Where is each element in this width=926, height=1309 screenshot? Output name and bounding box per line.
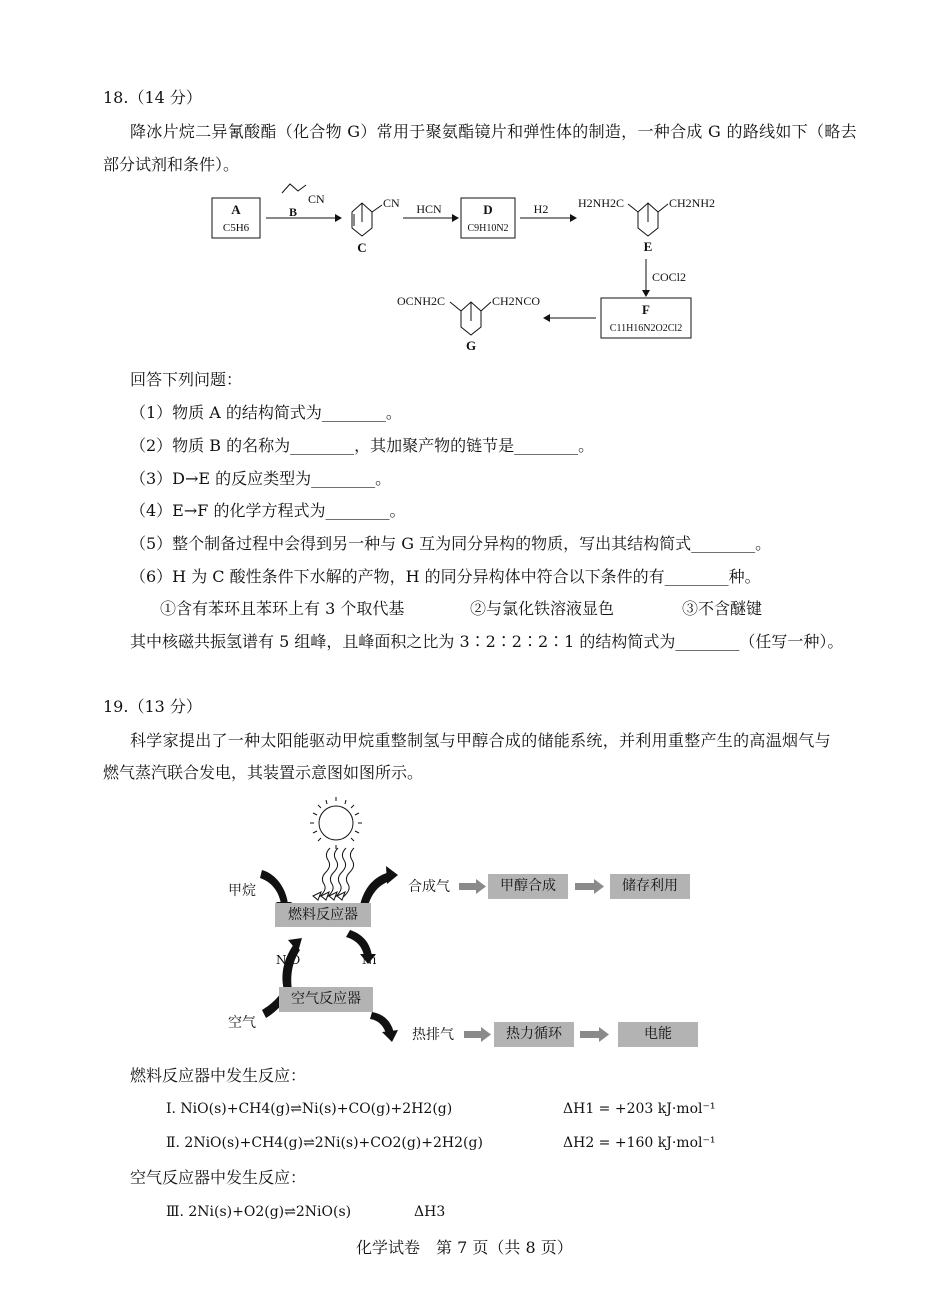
label-methane: 甲烷	[228, 883, 256, 899]
reaction-2: Ⅱ. 2NiO(s)+CH4(g)⇌2Ni(s)+CO2(g)+2H2(g)	[166, 1135, 483, 1151]
air-reactor-box: 空气反应器	[279, 987, 373, 1012]
compound-e-left: H2NH2C	[578, 196, 625, 210]
compound-d-formula: C9H10N2	[467, 223, 509, 234]
q18-header: 18.（14 分）	[103, 88, 202, 107]
reaction-1-enthalpy: ΔH1 = +203 kJ·mol⁻¹	[563, 1101, 716, 1117]
q18-subq-4: （4）E→F 的化学方程式为________。	[130, 501, 406, 520]
reagent-hcn: HCN	[416, 202, 442, 216]
methanol-synthesis-box: 甲醇合成	[488, 874, 568, 899]
storage-box: 储存利用	[610, 874, 690, 899]
q18-subq-1: （1）物质 A 的结构简式为________。	[130, 403, 402, 422]
air-reactor-reactions-title: 空气反应器中发生反应：	[130, 1168, 307, 1187]
compound-g-left: OCNH2C	[397, 294, 446, 308]
label-air: 空气	[228, 1015, 256, 1031]
gray-arrow-3	[464, 1027, 491, 1042]
page-footer: 化学试卷 第 7 页（共 8 页）	[356, 1238, 573, 1257]
reaction-3: Ⅲ. 2Ni(s)+O2(g)⇌2NiO(s)	[166, 1204, 352, 1220]
fuel-reactor-box: 燃料反应器	[275, 903, 371, 927]
thermal-cycle-box: 热力循环	[494, 1022, 574, 1047]
q18-subq-6: （6）H 为 C 酸性条件下水解的产物，H 的同分异构体中符合以下条件的有________种。	[130, 567, 761, 586]
compound-a-label: A	[231, 202, 241, 217]
compound-d-label: D	[483, 202, 493, 217]
q18-intro-line2: 部分试剂和条件）。	[103, 155, 240, 174]
condition-1: ①含有苯环且苯环上有 3 个取代基	[160, 599, 405, 618]
gray-arrow-4	[580, 1027, 609, 1042]
reaction-1: Ⅰ. NiO(s)+CH4(g)⇌Ni(s)+CO(g)+2H2(g)	[166, 1101, 453, 1117]
compound-f-formula: C11H16N2O2Cl2	[609, 323, 683, 334]
q19-intro-line1: 科学家提出了一种太阳能驱动甲烷重整制氢与甲醇合成的储能系统，并利用重整产生的高温烟气与	[130, 731, 831, 750]
q18-subq-3: （3）D→E 的反应类型为________。	[130, 469, 392, 488]
compound-g-right: CH2NCO	[492, 294, 541, 308]
compound-c-label: C	[357, 240, 367, 255]
compound-e-label: E	[643, 239, 653, 254]
label-exhaust: 热排气	[412, 1027, 454, 1043]
reagent-cocl2: COCl2	[652, 270, 687, 284]
gray-arrow-2	[575, 879, 604, 894]
solar-rays-icon	[313, 848, 354, 900]
q19-header: 19.（13 分）	[103, 697, 202, 716]
answer-prompt: 回答下列问题：	[130, 370, 243, 389]
q18-intro-line1: 降冰片烷二异氰酸酯（化合物 G）常用于聚氨酯镜片和弹性体的制造，一种合成 G 的路线如下（略去	[130, 122, 857, 141]
sun-icon	[310, 797, 362, 849]
condition-3: ③不含醚键	[682, 599, 763, 618]
gray-arrow-1	[459, 879, 486, 894]
q18-subq-5: （5）整个制备过程中会得到另一种与 G 互为同分异构的物质，写出其结构简式________。	[130, 534, 772, 553]
condition-2: ②与氯化铁溶液显色	[470, 599, 615, 618]
compound-e-right: CH2NH2	[669, 196, 716, 210]
electricity-box: 电能	[618, 1022, 698, 1047]
reagent-b-cn: CN	[308, 192, 325, 206]
q18-subq-6-nmr: 其中核磁共振氢谱有 5 组峰，且峰面积之比为 3∶2∶2∶2∶1 的结构简式为________（任写一种）。	[130, 632, 844, 651]
reagent-b-label: B	[288, 205, 298, 219]
label-nio: NiO	[276, 953, 301, 967]
label-syngas: 合成气	[408, 879, 450, 895]
compound-g-label: G	[465, 338, 477, 353]
exhaust-out-arrow	[370, 1012, 398, 1042]
q18-subq-2: （2）物质 B 的名称为________，其加聚产物的链节是________。	[130, 436, 595, 455]
reaction-2-enthalpy: ΔH2 = +160 kJ·mol⁻¹	[563, 1135, 716, 1151]
q19-intro-line2: 燃气蒸汽联合发电，其装置示意图如图所示。	[103, 763, 424, 782]
label-ni: Ni	[362, 953, 377, 967]
compound-f-label: F	[642, 302, 650, 317]
fuel-reactor-reactions-title: 燃料反应器中发生反应：	[130, 1066, 307, 1085]
reagent-h2: H2	[533, 202, 549, 216]
compound-c-cn: CN	[383, 196, 400, 210]
compound-a-formula: C5H6	[222, 222, 250, 234]
syngas-out-arrow	[360, 866, 398, 906]
reaction-3-enthalpy: ΔH3	[414, 1204, 446, 1220]
